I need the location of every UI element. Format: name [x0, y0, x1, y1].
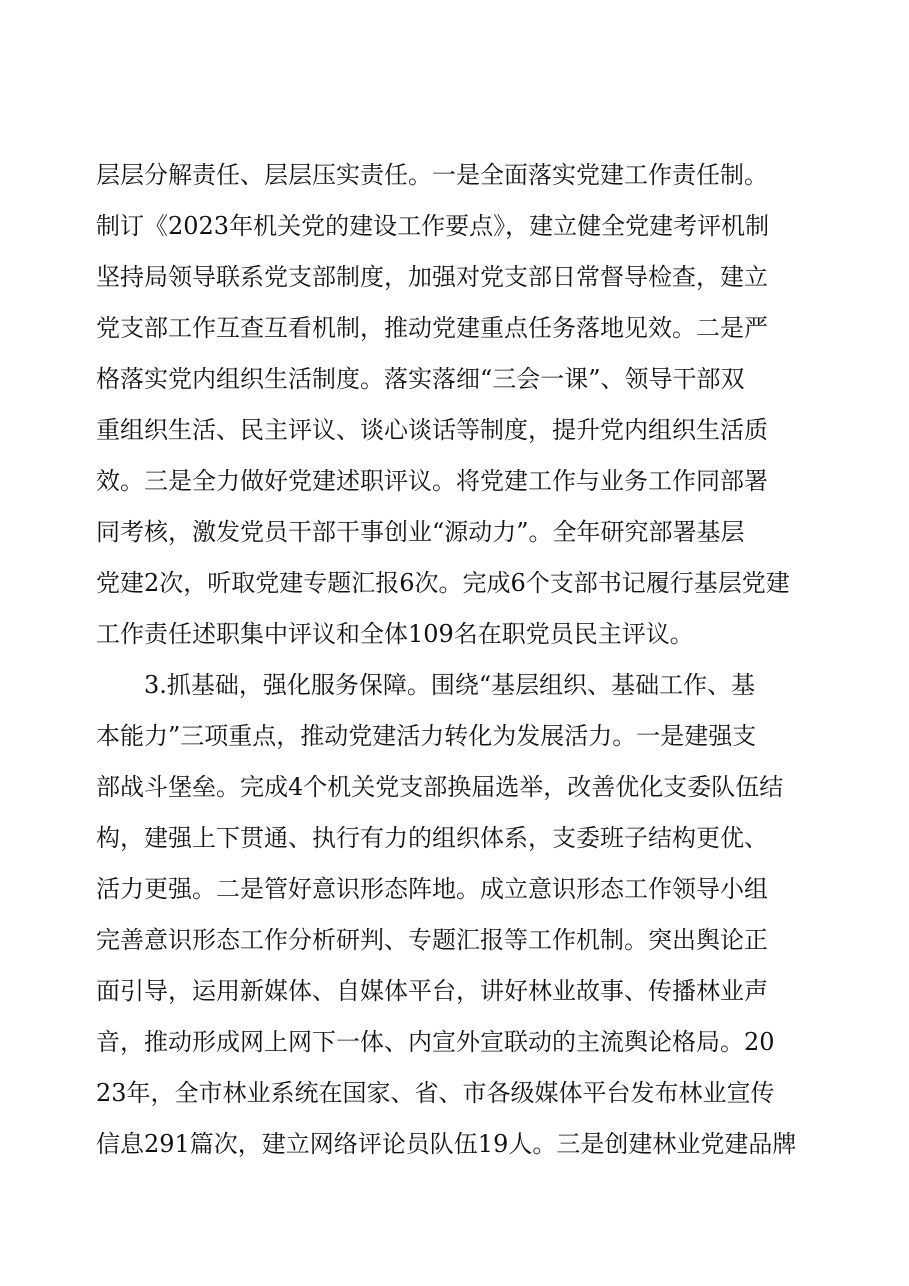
text-line: 信息291篇次，建立网络评论员队伍19人。三是创建林业党建品牌 — [96, 1130, 797, 1158]
text-line: 工作责任述职集中评议和全体109名在职党员民主评议。 — [96, 620, 694, 648]
text-line: 效。三是全力做好党建述职评议。将党建工作与业务工作同部署 — [96, 467, 768, 495]
text-line: 部战斗堡垒。完成4个机关党支部换届选举，改善优化支委队伍结 — [96, 773, 784, 801]
paragraph-heading-line: 3.抓基础，强化服务保障。围绕“基层组织、基础工作、基 — [144, 671, 756, 699]
text-line: 党支部工作互查互看机制，推动党建重点任务落地见效。二是严 — [96, 314, 768, 342]
text-line: 层层分解责任、层层压实责任。一是全面落实党建工作责任制。 — [96, 161, 768, 189]
text-line: 重组织生活、民主评议、谈心谈话等制度，提升党内组织生活质 — [96, 416, 768, 444]
text-line: 党建2次，听取党建专题汇报6次。完成6个支部书记履行基层党建 — [96, 569, 790, 597]
text-line: 构，建强上下贯通、执行有力的组织体系，支委班子结构更优、 — [96, 824, 768, 852]
text-line: 本能力”三项重点，推动党建活力转化为发展活力。一是建强支 — [96, 722, 757, 750]
text-line: 活力更强。二是管好意识形态阵地。成立意识形态工作领导小组 — [96, 875, 768, 903]
text-line: 同考核，激发党员干部干事创业“源动力”。全年研究部署基层 — [96, 518, 745, 546]
text-line: 制订《2023年机关党的建设工作要点》，建立健全党建考评机制 — [96, 212, 770, 240]
text-line: 23年，全市林业系统在国家、省、市各级媒体平台发布林业宣传 — [96, 1079, 775, 1107]
text-line: 音，推动形成网上网下一体、内宣外宣联动的主流舆论格局。20 — [96, 1028, 775, 1056]
text-line: 完善意识形态工作分析研判、专题汇报等工作机制。突出舆论正 — [96, 926, 768, 954]
text-line: 坚持局领导联系党支部制度，加强对党支部日常督导检查，建立 — [96, 263, 768, 291]
text-line: 面引导，运用新媒体、自媒体平台，讲好林业故事、传播林业声 — [96, 977, 768, 1005]
text-line: 格落实党内组织生活制度。落实落细“三会一课”、领导干部双 — [96, 365, 745, 393]
